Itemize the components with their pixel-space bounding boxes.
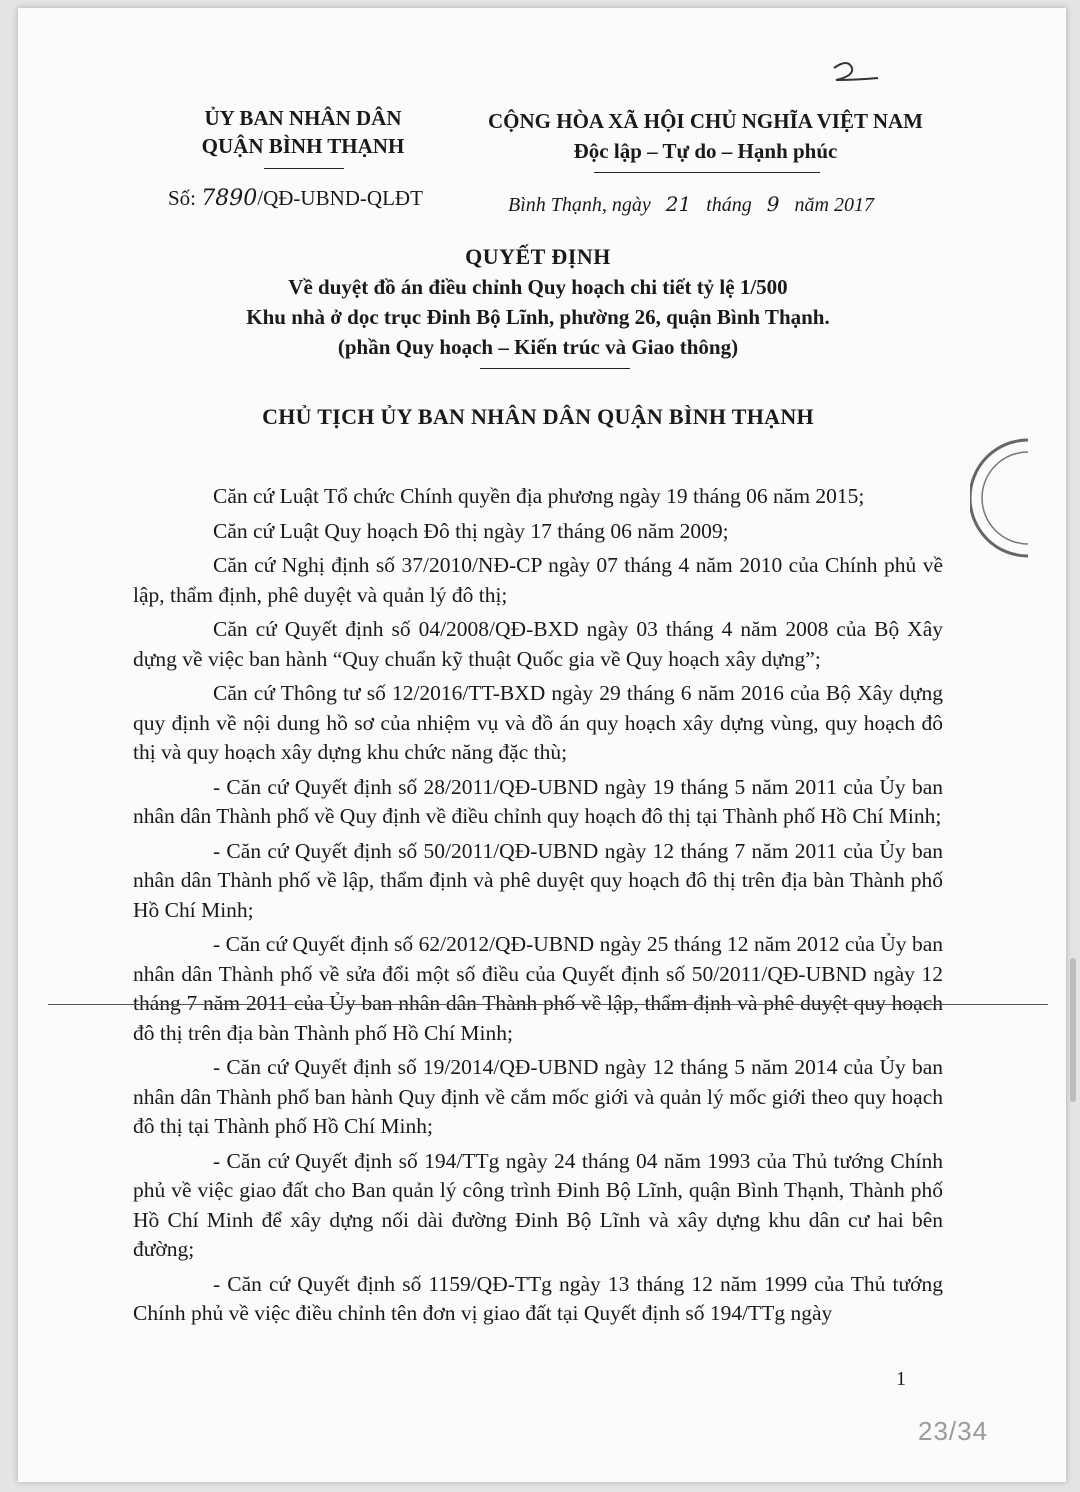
decision-title [108, 242, 968, 362]
national-motto [463, 106, 948, 166]
issuing-authority-line2: QUẬN BÌNH THẠNH [201, 134, 405, 158]
document-number-suffix: /QĐ-UBND-QLĐT [257, 186, 423, 210]
scan-artifact-line [48, 1004, 1048, 1005]
decision-subject-line2: Khu nhà ở dọc trục Đinh Bộ Lĩnh, phường 26, quận Bình Thạnh. [246, 305, 830, 329]
legal-basis-paragraph: - Căn cứ Quyết định số 1159/QĐ-TTg ngày 13 tháng 12 năm 1999 của Thủ tướng Chính phủ về việc điều chỉnh tên đơn vị giao đất tại Quyết định số 194/TTg ngày [133, 1271, 943, 1325]
date-month: 9 [766, 192, 780, 216]
legal-basis-paragraph: Căn cứ Luật Quy hoạch Đô thị ngày 17 tháng 06 năm 2009; [213, 518, 729, 543]
decision-heading: QUYẾT ĐỊNH [465, 244, 611, 269]
place-and-date [508, 192, 938, 217]
issuing-authority-line1: ỦY BAN NHÂN DÂN [204, 106, 402, 130]
legal-basis-paragraph: - Căn cứ Quyết định số 19/2014/QĐ-UBND ngày 12 tháng 5 năm 2014 của Ủy ban nhân dân Thành phố ban hành Quy định về cắm mốc giới và quản lý mốc giới theo quy hoạch đô thị tại Thành phố Hồ Chí Minh; [133, 1055, 943, 1138]
title-divider [480, 368, 630, 369]
national-motto-line1: CỘNG HÒA XÃ HỘI CHỦ NGHĨA VIỆT NAM [487, 109, 924, 133]
decision-subject-line1: Về duyệt đồ án điều chỉnh Quy hoạch chi tiết tỷ lệ 1/500 [288, 275, 788, 299]
right-header-divider [594, 172, 820, 173]
partial-stamp-icon [970, 438, 1030, 558]
legal-basis-paragraph: Căn cứ Nghị định số 37/2010/NĐ-CP ngày 07 tháng 4 năm 2010 của Chính phủ về lập, thẩm định, phê duyệt và quản lý đô thị; [133, 553, 943, 607]
legal-basis-paragraph: - Căn cứ Quyết định số 62/2012/QĐ-UBND ngày 25 tháng 12 năm 2012 của Ủy ban nhân dân Thành phố về sửa đổi một số điều của Quyết định số 50/2011/QĐ-UBND ngày 12 tháng 7 năm 2011 của Ủy ban nhân dân Thành phố về lập, thẩm định và phê duyệt quy hoạch đô thị trên địa bàn Thành phố Hồ Chí Minh; [133, 932, 943, 1045]
legal-basis-paragraph: Căn cứ Thông tư số 12/2016/TT-BXD ngày 29 tháng 6 năm 2016 của Bộ Xây dựng quy định về nội dung hồ sơ của nhiệm vụ và đồ án quy hoạch xây dựng vùng, quy hoạch đô thị và quy hoạch xây dựng khu chức năng đặc thù; [133, 681, 943, 764]
legal-basis-paragraph: - Căn cứ Quyết định số 28/2011/QĐ-UBND ngày 19 tháng 5 năm 2011 của Ủy ban nhân dân Thành phố về Quy định về điều chỉnh quy hoạch đô thị tại Thành phố Hồ Chí Minh; [133, 774, 943, 828]
document-number-handwritten: 7890 [201, 186, 258, 211]
legal-basis-paragraph: - Căn cứ Quyết định số 50/2011/QĐ-UBND ngày 12 tháng 7 năm 2011 của Ủy ban nhân dân Thành phố về lập, thẩm định và phê duyệt quy hoạch đô thị trên địa bàn Thành phố Hồ Chí Minh; [133, 838, 943, 922]
page-counter: 23/34 [918, 1416, 989, 1446]
legal-basis-paragraph: Căn cứ Luật Tổ chức Chính quyền địa phương ngày 19 tháng 06 năm 2015; [213, 484, 865, 508]
legal-basis-paragraph: Căn cứ Quyết định số 04/2008/QĐ-BXD ngày 03 tháng 4 năm 2008 của Bộ Xây dựng về việc ban hành “Quy chuẩn kỹ thuật Quốc gia về Quy hoạch xây dựng”; [133, 617, 943, 671]
legal-basis-paragraph: - Căn cứ Quyết định số 194/TTg ngày 24 tháng 04 năm 1993 của Thủ tướng Chính phủ về việc giao đất cho Ban quản lý công trình Đinh Bộ Lĩnh, quận Bình Thạnh, Thành phố Hồ Chí Minh để xây dựng nối dài đường Đinh Bộ Lĩnh và xây dựng khu dân cư hai bên đường; [133, 1148, 943, 1261]
place-label: Bình Thạnh, ngày [508, 194, 651, 216]
handwritten-mark-icon [826, 58, 886, 88]
left-header-divider [264, 168, 344, 169]
month-label: tháng [706, 194, 752, 216]
document-number [168, 186, 423, 211]
year-label: năm 2017 [794, 194, 874, 216]
page-number: 1 [896, 1368, 906, 1390]
issuing-authority [178, 104, 428, 160]
document-number-prefix: Số: [168, 186, 197, 210]
legal-basis-section [133, 482, 943, 1334]
date-day: 21 [665, 192, 692, 216]
decision-subject-line3: (phần Quy hoạch – Kiến trúc và Giao thông) [337, 335, 739, 359]
scanned-page [18, 8, 1066, 1482]
scrollbar-thumb[interactable] [1070, 958, 1076, 1102]
signing-authority: CHỦ TỊCH ỦY BAN NHÂN DÂN QUẬN BÌNH THẠNH [262, 404, 814, 429]
national-motto-line2: Độc lập – Tự do – Hạnh phúc [573, 139, 838, 163]
